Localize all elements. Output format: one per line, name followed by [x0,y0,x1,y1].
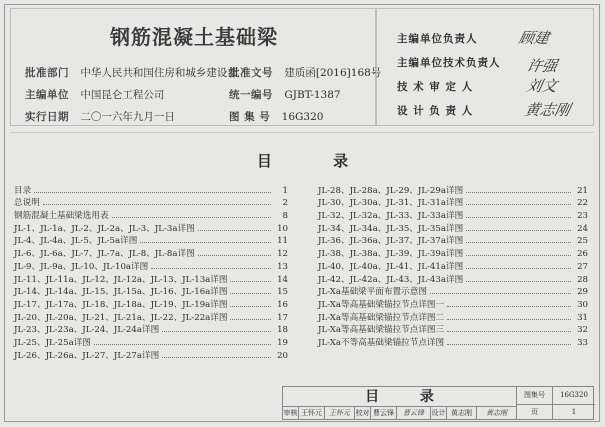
toc-leader-dots [43,204,271,205]
unified-no-label: 统一编号 [229,89,273,101]
toc-entry[interactable] [14,335,288,348]
toc-entry-label: JL-20、JL-20a、JL-21、JL-21a、JL-22、JL-22a详图 [14,312,228,323]
page-label: 页 [517,404,553,420]
toc-entry-page: 17 [277,312,288,323]
editor-unit-row [25,87,164,102]
toc-entry[interactable] [318,234,588,247]
toc-entry-label: 总说明 [14,198,40,209]
toc-leader-dots [466,204,571,205]
toc-entry-label: JL-Xa等高基础梁锚拉节点详图三 [318,325,445,336]
toc-entry[interactable] [14,221,288,234]
toc-entry-page: 10 [277,223,288,234]
toc-entry-label: JL-25、JL-25a详图 [14,337,91,348]
title-block-title: 目 录 [283,387,517,407]
toc-entry-label: JL-30、JL-30a、JL-31、JL-31a详图 [318,198,464,209]
toc-entry[interactable] [318,246,588,259]
toc-entry-page: 13 [277,261,288,272]
toc-entry-page: 12 [277,249,288,260]
toc-entry[interactable] [318,310,588,323]
toc-entry-page: 16 [277,299,288,310]
toc-entry-label: JL-Xa基础梁平面布置示意图 [318,287,427,298]
toc-entry[interactable] [318,259,588,272]
toc-entry-page: 11 [277,236,288,247]
toc-entry-page: 14 [277,274,288,285]
toc-leader-dots [162,331,271,332]
responsible-row [397,31,478,46]
toc-entry-label: 目录 [14,185,32,196]
title-block [282,386,594,420]
check-label: 校对 [355,407,371,420]
toc-entry-page: 2 [282,198,288,209]
toc-leader-dots [34,192,271,193]
toc-entry-label: JL-Xa等高基础梁锚拉节点详图一 [318,299,445,310]
toc-leader-dots [466,230,571,231]
toc-entry-label: 钢筋混凝土基础梁选用表 [14,211,109,222]
checker-name: 曹云锋 [371,407,397,420]
toc-entry-page: 32 [577,325,588,336]
toc-entry-label: JL-32、JL-32a、JL-33、JL-33a详图 [318,211,464,222]
toc-entry[interactable] [318,297,588,310]
toc-entry-label: JL-6、JL-6a、JL-7、JL-7a、JL-8、JL-8a详图 [14,249,195,260]
toc-entry-label: JL-11、JL-11a、JL-12、JL-12a、JL-13、JL-13a详图 [14,274,228,285]
toc-leader-dots [94,344,271,345]
toc-entry[interactable] [14,272,288,285]
toc-entry[interactable] [14,310,288,323]
toc-entry-label: JL-28、JL-28a、JL-29、JL-29a详图 [318,185,464,196]
responsible-role: 技 术 审 定 人 [397,81,474,93]
designer-name: 黄志刚 [447,407,477,420]
reviewer-signature: 王怀元 [325,407,355,420]
approval-dept-row [25,65,238,80]
design-label: 设计 [431,407,447,420]
toc-entry-page: 25 [577,236,588,247]
toc-entry-label: JL-4、JL-4a、JL-5、JL-5a详图 [14,236,138,247]
approval-doc-row [229,65,381,80]
toc-entry-page: 15 [277,287,288,298]
toc-leader-dots [230,306,271,307]
toc-leader-dots [447,319,571,320]
editor-unit-label: 主编单位 [25,89,69,101]
toc-entry-label: JL-38、JL-38a、JL-39、JL-39a详图 [318,249,464,260]
toc-leader-dots [447,344,571,345]
effective-date-value: 二〇一六年九月一日 [80,111,175,123]
toc-leader-dots [466,281,571,282]
toc-column-left [14,183,288,361]
toc-entry[interactable] [14,259,288,272]
responsible-row [397,55,501,70]
toc-entry-label: JL-42、JL-42a、JL-43、JL-43a详图 [318,274,464,285]
toc-entry[interactable] [14,348,288,361]
toc-entry-page: 19 [277,337,288,348]
toc-entry-label: JL-14、JL-14a、JL-15、JL-15a、JL-16、JL-16a详图 [14,287,228,298]
toc-entry-label: JL-9、JL-9a、JL-10、JL-10a详图 [14,261,149,272]
toc-leader-dots [112,217,271,218]
toc-entry-label: JL-26、JL-26a、JL-27、JL-27a详图 [14,350,160,361]
toc-entry-page: 28 [577,274,588,285]
signature-2: 许强 [524,57,559,75]
page-number: 1 [571,408,577,416]
responsible-persons-block [376,8,594,126]
review-label: 审核 [283,407,299,420]
toc-entry[interactable] [318,196,588,209]
toc-entry[interactable] [14,285,288,298]
title-block-atlas-label: 图集号 [517,387,553,404]
signature-4: 黄志刚 [522,101,572,119]
toc-entry-page: 22 [577,198,588,209]
toc-entry[interactable] [318,221,588,234]
responsible-role: 设 计 负 责 人 [397,105,474,117]
toc-entry-page: 33 [577,337,588,348]
toc-entry-page: 29 [577,287,588,298]
toc-entry-page: 23 [577,211,588,222]
toc-column-right [318,183,588,348]
toc-entry-label: JL-17、JL-17a、JL-18、JL-18a、JL-19、JL-19a详图 [14,299,228,310]
approval-doc-label: 批准文号 [229,67,273,79]
toc-entry[interactable] [14,196,288,209]
toc-entry[interactable] [318,208,588,221]
toc-leader-dots [198,230,271,231]
toc-entry-page: 27 [577,261,588,272]
checker-signature: 曹云锋 [397,407,431,420]
toc-leader-dots [466,242,571,243]
toc-entry[interactable] [14,208,288,221]
responsible-role: 主编单位技术负责人 [397,57,501,69]
toc-entry-label: JL-23、JL-23a、JL-24、JL-24a详图 [14,325,160,336]
toc-entry-page: 1 [282,185,288,196]
toc-leader-dots [447,306,571,307]
toc-entry-label: JL-36、JL-36a、JL-37、JL-37a详图 [318,236,464,247]
unified-no-value: GJBT-1387 [284,89,341,101]
editor-unit-value: 中国昆仑工程公司 [80,89,165,101]
toc-entry-label: JL-1、JL-1a、JL-2、JL-2a、JL-3、JL-3a详图 [14,223,195,234]
atlas-no-value: 16G320 [281,111,324,123]
toc-entry[interactable] [14,234,288,247]
title-block-atlas-no: 16G320 [560,391,588,399]
toc-entry-page: 8 [282,211,288,222]
toc-entry-label: JL-Xa不等高基础梁锚拉节点详图 [318,337,445,348]
signature-3: 刘文 [524,77,559,95]
toc-leader-dots [230,281,271,282]
toc-entry[interactable] [318,323,588,336]
toc-entry[interactable] [14,246,288,259]
toc-entry[interactable] [14,183,288,196]
toc-leader-dots [430,293,571,294]
toc-entry[interactable] [318,272,588,285]
toc-title: 目 录 [256,152,377,170]
toc-entry-page: 31 [577,312,588,323]
toc-entry-label: JL-34、JL-34a、JL-35、JL-35a详图 [318,223,464,234]
toc-leader-dots [140,242,271,243]
atlas-title: 钢筋混凝土基础梁 [110,25,278,49]
effective-date-row [25,109,175,124]
toc-entry-page: 26 [577,249,588,260]
toc-entry-page: 18 [277,325,288,336]
toc-leader-dots [230,319,271,320]
responsible-row [397,79,473,94]
toc-entry-label: JL-40、JL-40a、JL-41、JL-41a详图 [318,261,464,272]
toc-entry-page: 20 [277,350,288,361]
toc-leader-dots [466,255,571,256]
approval-doc-value: 建质函[2016]168号 [284,67,382,79]
toc-entry-page: 24 [577,223,588,234]
toc-entry[interactable] [14,323,288,336]
toc-leader-dots [466,217,571,218]
toc-leader-dots [162,357,271,358]
toc-entry[interactable] [318,285,588,298]
toc-entry[interactable] [318,335,588,348]
toc-leader-dots [466,192,571,193]
toc-entry-page: 21 [577,185,588,196]
toc-entry[interactable] [318,183,588,196]
designer-signature: 黄志刚 [477,407,517,420]
signature-1: 顾建 [516,29,551,47]
toc-leader-dots [198,255,271,256]
toc-leader-dots [230,293,271,294]
toc-entry-page: 30 [577,299,588,310]
atlas-no-label: 图 集 号 [229,111,271,123]
approval-dept-value: 中华人民共和国住房和城乡建设部 [80,67,238,79]
toc-leader-dots [447,331,571,332]
toc-leader-dots [151,268,271,269]
toc-leader-dots [466,268,571,269]
responsible-row [397,103,473,118]
reviewer-name: 王怀元 [299,407,325,420]
toc-entry-label: JL-Xa等高基础梁锚拉节点详图二 [318,312,445,323]
unified-no-row [229,87,341,102]
approval-dept-label: 批准部门 [25,67,69,79]
header-info-block [10,8,382,126]
effective-date-label: 实行日期 [25,111,69,123]
responsible-role: 主编单位负责人 [397,33,478,45]
toc-entry[interactable] [14,297,288,310]
atlas-no-row [229,109,323,124]
